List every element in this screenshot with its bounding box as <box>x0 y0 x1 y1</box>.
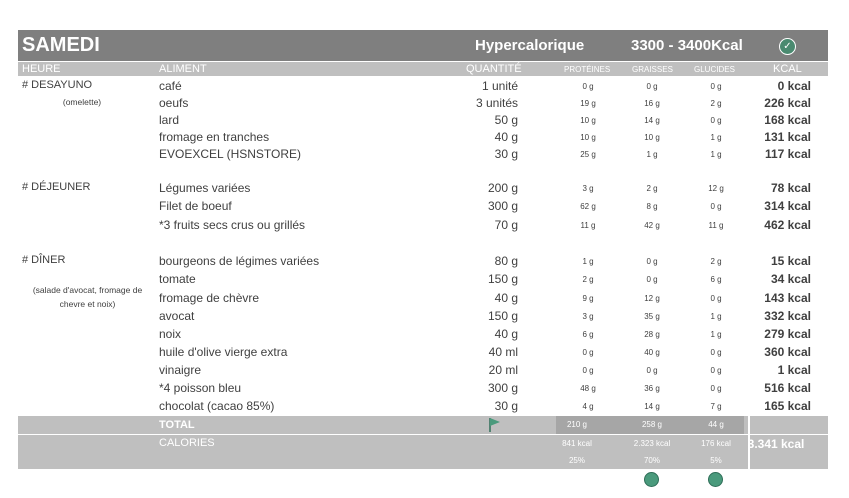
food-quantity: 150 g <box>487 309 518 323</box>
food-proteines: 3 g <box>582 184 594 193</box>
food-name: Légumes variées <box>159 181 251 195</box>
col-aliment: ALIMENT <box>159 63 207 75</box>
food-kcal: 516 kcal <box>764 381 811 395</box>
food-kcal: 117 kcal <box>764 147 811 161</box>
pct-glucides: 5% <box>710 456 722 465</box>
food-proteines: 6 g <box>582 330 594 339</box>
food-name: EVOEXCEL (HSNSTORE) <box>159 147 302 161</box>
food-proteines: 19 g <box>580 99 596 108</box>
food-kcal: 131 kcal <box>764 130 811 144</box>
food-proteines: 11 g <box>580 221 596 230</box>
meal-note: (salade d'avocat, fromage de chevre et noix) <box>32 285 143 309</box>
food-graisses: 35 g <box>644 312 660 321</box>
col-kcal: KCAL <box>773 63 802 75</box>
food-quantity: 30 g <box>494 147 518 161</box>
food-graisses: 0 g <box>646 257 658 266</box>
meal-label: # DÉJEUNER <box>22 181 91 193</box>
food-name: *3 fruits secs crus ou grillés <box>159 218 306 232</box>
food-graisses: 0 g <box>646 275 658 284</box>
food-proteines: 0 g <box>582 82 594 91</box>
food-glucides: 6 g <box>710 275 722 284</box>
food-name: lard <box>159 113 180 127</box>
food-name: bourgeons de légimes variées <box>159 254 320 268</box>
food-graisses: 14 g <box>644 402 660 411</box>
col-graisses: GRAISSES <box>632 65 673 74</box>
food-quantity: 150 g <box>487 272 518 286</box>
food-glucides: 1 g <box>710 133 722 142</box>
food-glucides: 0 g <box>710 82 722 91</box>
status-dot-glucides <box>708 472 723 487</box>
col-proteines: PROTÉINES <box>564 65 611 74</box>
food-graisses: 14 g <box>644 116 660 125</box>
food-kcal: 165 kcal <box>764 399 811 413</box>
food-proteines: 4 g <box>582 402 594 411</box>
meal-label: # DÎNER <box>22 254 66 266</box>
pct-proteines: 25% <box>568 456 585 465</box>
food-glucides: 0 g <box>710 294 722 303</box>
food-quantity: 40 g <box>494 327 518 341</box>
calories-graisses: 2.323 kcal <box>633 439 671 448</box>
food-kcal: 279 kcal <box>764 327 811 341</box>
food-graisses: 8 g <box>646 202 658 211</box>
calories-glucides: 176 kcal <box>701 439 731 448</box>
food-glucides: 1 g <box>710 312 722 321</box>
food-glucides: 12 g <box>708 184 724 193</box>
food-glucides: 11 g <box>708 221 724 230</box>
food-glucides: 0 g <box>710 384 722 393</box>
food-kcal: 0 kcal <box>777 79 811 93</box>
food-quantity: 40 g <box>494 130 518 144</box>
food-name: café <box>159 79 182 93</box>
food-glucides: 1 g <box>710 330 722 339</box>
food-glucides: 1 g <box>710 150 722 159</box>
day-title: SAMEDI <box>22 34 100 56</box>
food-name: fromage de chèvre <box>159 291 260 305</box>
food-graisses: 1 g <box>646 150 658 159</box>
calories-total: 3.341 kcal <box>747 437 805 451</box>
food-quantity: 30 g <box>494 399 518 413</box>
food-proteines: 0 g <box>582 366 594 375</box>
food-kcal: 462 kcal <box>764 218 811 232</box>
food-quantity: 50 g <box>494 113 518 127</box>
food-graisses: 2 g <box>646 184 658 193</box>
food-glucides: 7 g <box>710 402 722 411</box>
food-name: *4 poisson bleu <box>159 381 242 395</box>
food-name: fromage en tranches <box>159 130 270 144</box>
food-kcal: 360 kcal <box>764 345 811 359</box>
food-kcal: 314 kcal <box>764 199 811 213</box>
food-quantity: 40 ml <box>488 345 518 359</box>
diet-type: Hypercalorique <box>475 37 585 54</box>
food-name: chocolat (cacao 85%) <box>159 399 275 413</box>
food-quantity: 3 unités <box>475 96 518 110</box>
food-graisses: 28 g <box>644 330 660 339</box>
food-graisses: 0 g <box>646 82 658 91</box>
food-glucides: 2 g <box>710 257 722 266</box>
food-quantity: 200 g <box>487 181 518 195</box>
food-graisses: 12 g <box>644 294 660 303</box>
food-quantity: 300 g <box>487 199 518 213</box>
meal-label: # DESAYUNO <box>22 79 93 91</box>
food-proteines: 10 g <box>580 116 596 125</box>
food-kcal: 226 kcal <box>764 96 811 110</box>
col-glucides: GLUCIDES <box>694 65 735 74</box>
pct-graisses: 70% <box>643 456 660 465</box>
food-kcal: 143 kcal <box>764 291 811 305</box>
food-quantity: 40 g <box>494 291 518 305</box>
total-graisses: 258 g <box>641 420 663 429</box>
food-proteines: 9 g <box>582 294 594 303</box>
food-glucides: 0 g <box>710 366 722 375</box>
food-proteines: 1 g <box>582 257 594 266</box>
food-glucides: 2 g <box>710 99 722 108</box>
food-proteines: 3 g <box>582 312 594 321</box>
total-glucides: 44 g <box>708 420 724 429</box>
food-quantity: 80 g <box>494 254 518 268</box>
food-graisses: 16 g <box>644 99 660 108</box>
food-kcal: 1 kcal <box>777 363 811 377</box>
food-glucides: 0 g <box>710 202 722 211</box>
food-quantity: 20 ml <box>488 363 518 377</box>
col-quantite: QUANTITÉ <box>466 63 522 75</box>
food-kcal: 78 kcal <box>770 181 811 195</box>
food-name: noix <box>159 327 182 341</box>
calories-proteines: 841 kcal <box>562 439 592 448</box>
food-quantity: 300 g <box>487 381 518 395</box>
food-proteines: 48 g <box>580 384 596 393</box>
food-glucides: 0 g <box>710 348 722 357</box>
food-graisses: 40 g <box>644 348 660 357</box>
food-graisses: 36 g <box>644 384 660 393</box>
calories-label: CALORIES <box>159 437 215 449</box>
check-circle-icon: ✓ <box>779 38 796 55</box>
food-proteines: 25 g <box>580 150 596 159</box>
food-graisses: 42 g <box>644 221 660 230</box>
food-name: oeufs <box>159 96 189 110</box>
food-name: Filet de boeuf <box>159 199 232 213</box>
food-graisses: 10 g <box>644 133 660 142</box>
status-dot-graisses <box>644 472 659 487</box>
food-quantity: 1 unité <box>481 79 518 93</box>
calorie-range: 3300 - 3400Kcal <box>631 37 743 54</box>
food-proteines: 2 g <box>582 275 594 284</box>
food-proteines: 0 g <box>582 348 594 357</box>
food-proteines: 10 g <box>580 133 596 142</box>
food-glucides: 0 g <box>710 116 722 125</box>
food-name: huile d'olive vierge extra <box>159 345 288 359</box>
food-name: avocat <box>159 309 195 323</box>
food-kcal: 168 kcal <box>764 113 811 127</box>
food-kcal: 332 kcal <box>764 309 811 323</box>
col-heure: HEURE <box>22 63 61 75</box>
food-name: tomate <box>159 272 196 286</box>
total-proteines: 210 g <box>566 420 588 429</box>
total-label: TOTAL <box>159 419 195 431</box>
food-graisses: 0 g <box>646 366 658 375</box>
food-proteines: 62 g <box>580 202 596 211</box>
meal-note: (omelette) <box>62 97 102 107</box>
food-kcal: 15 kcal <box>770 254 811 268</box>
food-name: vinaigre <box>159 363 202 377</box>
food-kcal: 34 kcal <box>770 272 811 286</box>
food-quantity: 70 g <box>494 218 518 232</box>
